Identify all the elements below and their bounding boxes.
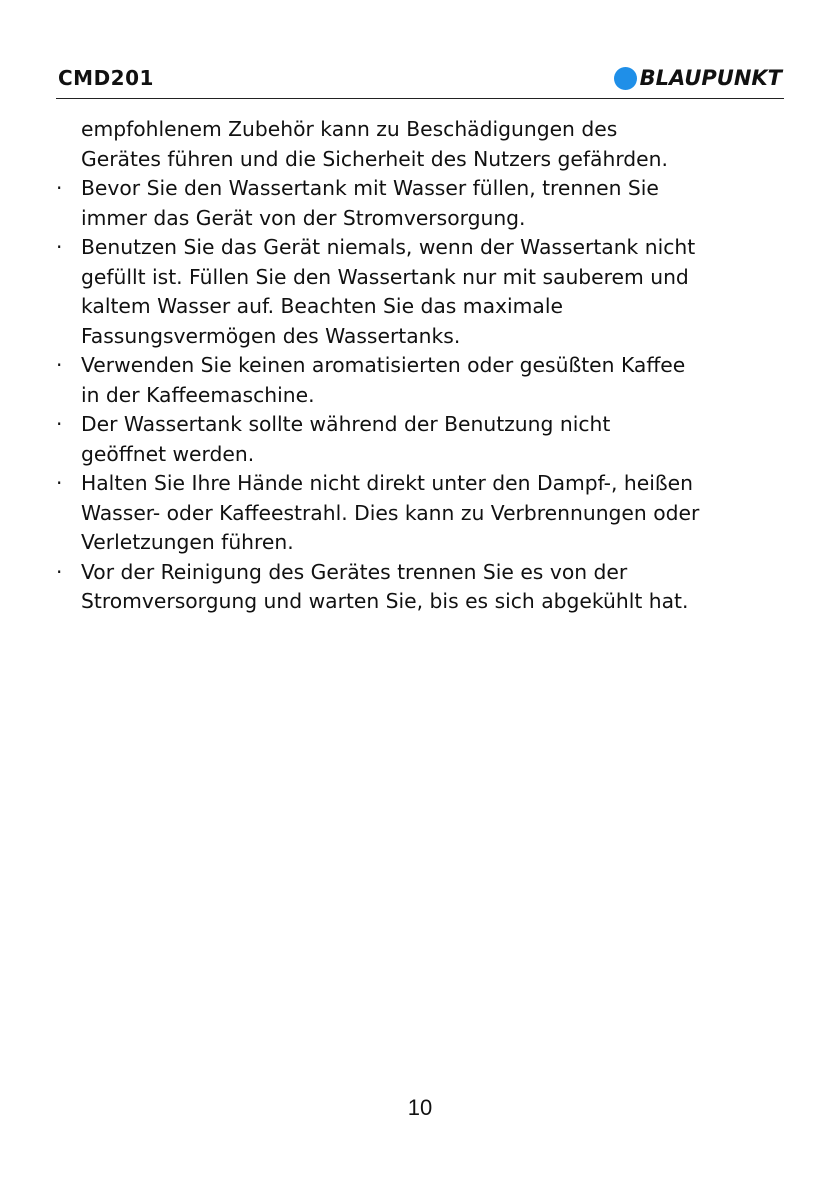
text-line: Stromversorgung und warten Sie, bis es sich abgekühlt hat. [81,589,689,613]
bullet-icon: · [56,559,63,584]
brand-dot-icon [614,67,637,90]
text-line: immer das Gerät von der Stromversorgung. [81,205,526,230]
model-number: CMD201 [58,66,154,90]
brand-name: BLAUPUNKT [639,66,782,90]
text-line: Verletzungen führen. [81,530,294,554]
bullet-icon: · [56,412,63,436]
text-line: geöffnet werden. [81,441,255,466]
safety-instructions [56,115,796,617]
text-line: gefüllt ist. Füllen Sie den Wassertank nur mit sauberem und [81,264,689,289]
text-line: Fassungsvermögen des Wassertanks. [81,323,461,348]
bullet-line: · Vor der Reinigung des Gerätes trennen Sie es von der [56,558,796,588]
bullet-line: · Bevor Sie den Wassertank mit Wasser füllen, trennen Sie [56,174,796,204]
page-header [56,60,784,99]
page-number: 10 [407,1095,433,1120]
bullet-line: · Halten Sie Ihre Hände nicht direkt unter den Dampf-, heißen [56,469,796,499]
text-line: kaltem Wasser auf. Beachten Sie das maximale [81,294,563,318]
bullet-line: · Der Wassertank sollte während der Benutzung nicht [56,410,796,440]
brand-logo [614,65,782,91]
bullet-icon: · [56,353,63,377]
bullet-line: · Benutzen Sie das Gerät niemals, wenn der Wassertank nicht [56,233,796,263]
bullet-icon: · [56,176,63,200]
text-line: Wasser- oder Kaffeestrahl. Dies kann zu Verbrennungen oder [81,500,700,525]
text-line: Gerätes führen und die Sicherheit des Nutzers gefährden. [81,146,668,171]
text-line: in der Kaffeemaschine. [81,382,315,407]
text-line: empfohlenem Zubehör kann zu Beschädigungen des [81,117,618,141]
bullet-icon: · [56,235,63,259]
bullet-line: · Verwenden Sie keinen aromatisierten oder gesüßten Kaffee [56,351,796,381]
bullet-icon: · [56,471,63,495]
